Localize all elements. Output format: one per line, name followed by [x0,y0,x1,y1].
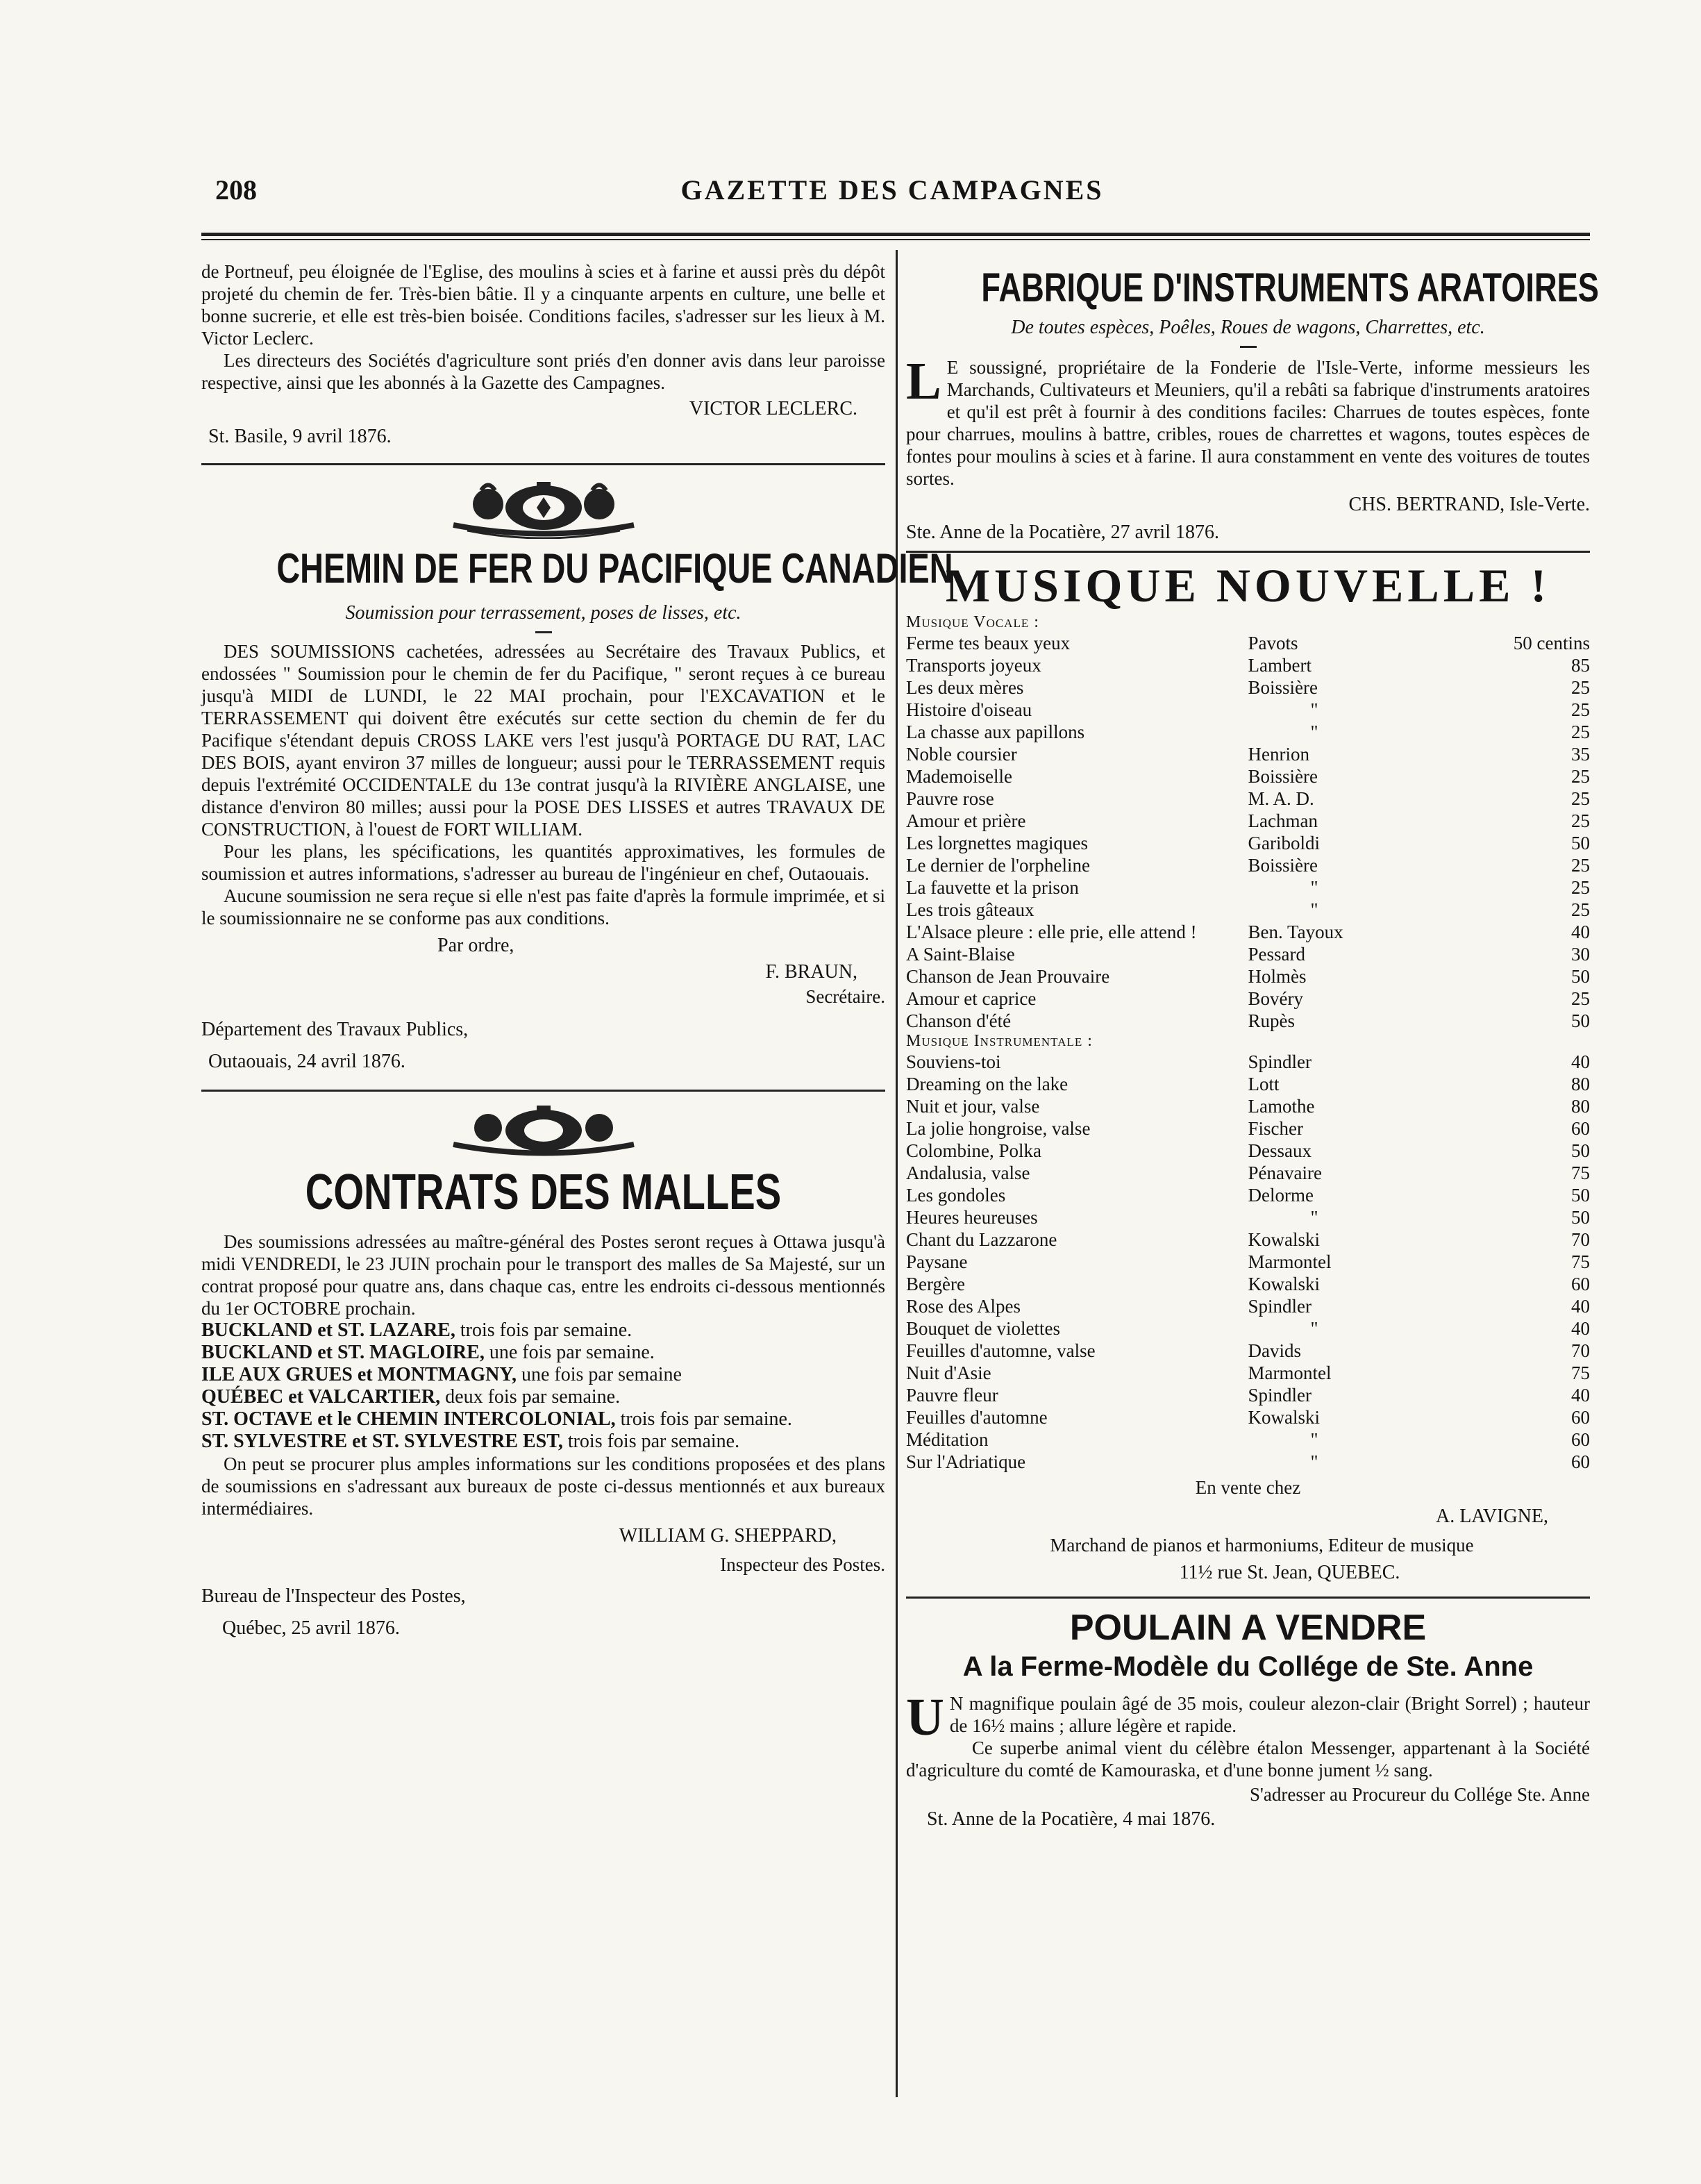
music-row [906,1340,1590,1362]
music-composer: Bovéry [1248,988,1303,1009]
music-row [906,1051,1590,1073]
music-row [906,943,1590,965]
music-composer: Spindler [1248,1385,1312,1406]
malles-title: CONTRATS DES MALLES [305,1165,782,1220]
pacifique-department: Département des Travaux Publics, [201,1019,469,1040]
route-line: ST. SYLVESTRE et ST. SYLVESTRE EST, trois fois par semaine. [201,1431,740,1452]
malles-closing: On peut se procurer plus amples informations sur les conditions proposées et des plans de soumissions en s'adressant aux bureaux de poste ci-dessus mentionnés et aux bureaux intermédiaires. [201,1453,885,1519]
music-composer: Lambert [1248,655,1312,676]
music-row [906,1384,1590,1406]
pacifique-paragraph-2: Pour les plans, les spécifications, les quantités approximatives, les formules de soumission et autres informations, s'adresser au bureau de l'ingénieur en chef, Outaouais. [201,841,885,884]
vocal-heading: Musique Vocale : [906,613,1039,631]
section-rule [201,1090,885,1092]
fabrique-signature: CHS. BERTRAND, Isle-Verte. [1348,494,1590,515]
music-price: 25 [1571,677,1590,698]
malles-signer: WILLIAM G. SHEPPARD, [619,1525,837,1547]
music-price: 60 [1571,1274,1590,1294]
poulain-contact: S'adresser au Procureur du Collége Ste. Anne [1250,1784,1590,1805]
music-row [906,1428,1590,1451]
music-composer: Lachman [1248,810,1318,831]
music-row [906,876,1590,899]
music-row [906,765,1590,787]
music-price: 50 [1571,966,1590,987]
music-title: Pauvre fleur [906,1385,998,1406]
leclerc-notice [201,260,885,448]
page-header [201,174,1583,215]
music-price: 40 [1571,922,1590,942]
music-title: Heures heureuses [906,1207,1038,1228]
music-title: Amour et prière [906,810,1026,831]
music-row [906,965,1590,987]
music-row [906,787,1590,810]
music-title: Feuilles d'automne [906,1407,1048,1428]
music-composer: Pavots [1248,633,1298,653]
music-title: Bouquet de violettes [906,1318,1060,1339]
music-price: 75 [1571,1362,1590,1383]
music-composer: Dessaux [1248,1140,1312,1161]
pacifique-title: CHEMIN DE FER DU PACIFIQUE CANADIEN [276,545,953,592]
music-composer: Ben. Tayoux [1248,922,1343,942]
malles-intro: Des soumissions adressées au maître-général des Postes seront reçues à Ottawa jusqu'à midi VENDREDI, le 23 JUIN prochain pour le transport des malles de Sa Majesté, sur un contrat proposé pour quatre ans, dans chaque cas, entre les endroits ci-dessous mentionnés du 1er OCTOBRE prochain. [201,1231,885,1319]
fabrique-subtitle: De toutes espèces, Poêles, Roues de wagons, Charrettes, etc. [1011,317,1485,338]
musique-notice [906,558,1590,1584]
music-row [906,1406,1590,1428]
small-dash [535,631,552,633]
music-price: 50 [1571,833,1590,853]
music-price: 25 [1571,788,1590,809]
route-line: ST. OCTAVE et le CHEMIN INTERCOLONIAL, trois fois par semaine. [201,1408,792,1430]
music-price: 70 [1571,1229,1590,1250]
music-composer: Boissière [1248,766,1318,787]
route-line: QUÉBEC et VALCARTIER, deux fois par semaine. [201,1386,621,1408]
music-row [906,899,1590,921]
music-title: Méditation [906,1429,989,1450]
music-price: 60 [1571,1429,1590,1450]
music-composer: Gariboldi [1248,833,1320,853]
music-price: 25 [1571,988,1590,1009]
music-price: 60 [1571,1407,1590,1428]
pacifique-date: Outaouais, 24 avril 1876. [208,1051,405,1072]
music-title: L'Alsace pleure : elle prie, elle attend ! [906,922,1197,942]
music-row [906,721,1590,743]
malles-date: Québec, 25 avril 1876. [222,1617,400,1639]
music-title: Noble coursier [906,744,1017,765]
music-title: Le dernier de l'orpheline [906,855,1090,876]
music-price: 25 [1571,722,1590,742]
music-price: 35 [1571,744,1590,765]
leclerc-date: St. Basile, 9 avril 1876. [208,426,392,447]
music-row [906,1451,1590,1473]
route-line: BUCKLAND et ST. LAZARE, trois fois par semaine. [201,1319,632,1341]
music-title: La fauvette et la prison [906,877,1079,898]
music-price: 40 [1571,1385,1590,1406]
music-title: Les trois gâteaux [906,899,1034,920]
section-rule [906,1597,1590,1599]
music-title: Andalusia, valse [906,1162,1030,1183]
music-price: 50 [1571,1207,1590,1228]
fabrique-title: FABRIQUE D'INSTRUMENTS ARATOIRES [981,265,1599,310]
music-title: Bergère [906,1274,965,1294]
section-rule [201,463,885,465]
music-title: Nuit et jour, valse [906,1096,1040,1117]
music-composer: M. A. D. [1248,788,1314,809]
pacifique-par-ordre: Par ordre, [437,935,514,956]
music-price: 25 [1571,877,1590,898]
music-price: 50 centins [1513,633,1590,653]
music-composer: Henrion [1248,744,1309,765]
malles-signer-title: Inspecteur des Postes. [720,1554,885,1575]
music-price: 25 [1571,699,1590,720]
coat-of-arms-ornament [439,1103,648,1158]
music-composer: " [1310,699,1318,720]
header-rule-thin [201,239,1590,240]
music-row [906,1206,1590,1228]
music-composer: Lamothe [1248,1096,1315,1117]
leclerc-paragraph-2: Les directeurs des Sociétés d'agriculture sont priés d'en donner avis dans leur paroisse respective, ainsi que les abonnés à la Gazette des Campagnes. [201,350,885,393]
header-rule [201,233,1590,236]
poulain-paragraph-2: Ce superbe animal vient du célèbre étalon Messenger, appartenant à la Société d'agriculture du comté de Kamouraska, et d'une bonne jument ½ sang. [906,1737,1590,1781]
pacifique-subtitle: Soumission pour terrassement, poses de lisses, etc. [345,602,741,624]
poulain-paragraph-1: U N magnifique poulain âgé de 35 mois, couleur alezon-clair (Bright Sorrel) ; hauteur de 16½ mains ; allure légère et rapide. [906,1688,1590,1747]
music-title: Chanson de Jean Prouvaire [906,966,1110,987]
music-row [906,1140,1590,1162]
music-row [906,1273,1590,1295]
music-composer: Kowalski [1248,1407,1320,1428]
music-composer: Pessard [1248,944,1305,965]
music-row [906,1184,1590,1206]
music-row [906,832,1590,854]
music-title: Mademoiselle [906,766,1012,787]
music-composer: Lott [1248,1074,1280,1094]
pacifique-signer: F. BRAUN, [765,961,857,983]
music-price: 25 [1571,899,1590,920]
poulain-date: St. Anne de la Pocatière, 4 mai 1876. [927,1808,1216,1830]
music-price: 30 [1571,944,1590,965]
newspaper-title: GAZETTE DES CAMPAGNES [680,174,1104,206]
music-title: Chanson d'été [906,1010,1012,1031]
route-line: BUCKLAND et ST. MAGLOIRE, une fois par semaine. [201,1342,655,1363]
music-price: 25 [1571,855,1590,876]
music-composer: " [1310,1207,1318,1228]
pacifique-signer-title: Secrétaire. [805,986,885,1007]
music-row [906,699,1590,721]
music-price: 40 [1571,1296,1590,1317]
vente-line: En vente chez [1195,1477,1301,1498]
music-title: Feuilles d'automne, valse [906,1340,1096,1361]
poulain-notice [906,1607,1590,1831]
music-price: 40 [1571,1051,1590,1072]
music-row [906,632,1590,654]
music-composer: " [1310,899,1318,920]
music-composer: Marmontel [1248,1251,1332,1272]
music-composer: " [1310,1318,1318,1339]
music-price: 50 [1571,1010,1590,1031]
music-title: Transports joyeux [906,655,1041,676]
instrumental-music-table [906,1051,1590,1473]
music-composer: " [1310,1451,1318,1472]
music-row [906,1317,1590,1340]
music-title: Sur l'Adriatique [906,1451,1026,1472]
music-composer: Davids [1248,1340,1301,1361]
music-title: Chant du Lazzarone [906,1229,1057,1250]
coat-of-arms-ornament [439,476,648,539]
music-row [906,654,1590,676]
music-title: La chasse aux papillons [906,722,1085,742]
music-composer: Holmès [1248,966,1307,987]
music-title: Les deux mères [906,677,1024,698]
music-row [906,1362,1590,1384]
music-price: 75 [1571,1251,1590,1272]
music-price: 85 [1571,655,1590,676]
music-title: A Saint-Blaise [906,944,1015,965]
music-title: La jolie hongroise, valse [906,1118,1091,1139]
music-composer: Fischer [1248,1118,1303,1139]
leclerc-signature: VICTOR LECLERC. [689,398,857,419]
section-rule [906,551,1590,553]
music-row [906,1117,1590,1140]
malles-office: Bureau de l'Inspecteur des Postes, [201,1585,466,1607]
music-title: Dreaming on the lake [906,1074,1069,1094]
music-price: 60 [1571,1118,1590,1139]
route-line: ILE AUX GRUES et MONTMAGNY, une fois par semaine [201,1364,682,1385]
fabrique-date: Ste. Anne de la Pocatière, 27 avril 1876. [906,522,1219,543]
music-composer: Spindler [1248,1296,1312,1317]
poulain-subtitle: A la Ferme-Modèle du Collége de Ste. Anne [962,1651,1534,1682]
music-row [906,854,1590,876]
music-composer: " [1310,1429,1318,1450]
music-row [906,1295,1590,1317]
fabrique-paragraph: L E soussigné, propriétaire de la Fonderie de l'Isle-Verte, informe messieurs les Marchands, Cultivateurs et Meuniers, qu'il a rebâti sa fabrique d'instruments aratoires et qu'il est prêt à fournir à des conditions faciles: Charrues de toutes espèces, fonte pour charrues, moulins à battre, cribles, roues de charrettes et wagons, toutes espèces de fontes pour moulins à scies et à farine. Il aura constamment en vente des voitures de toutes sortes. [906,352,1590,489]
fabrique-notice [906,265,1599,544]
music-composer: Spindler [1248,1051,1312,1072]
right-column [906,260,1599,1831]
music-row [906,1251,1590,1273]
leclerc-paragraph-1: de Portneuf, peu éloignée de l'Eglise, des moulins à scies et à farine et aussi près du dépôt projeté du chemin de fer. Très-bien bâtie. Il y a cinquante arpents en culture, une belle et bonne sucrerie, et elle est très-bien boisée. Conditions faciles, s'adresser sur les lieux à M. Victor Leclerc. [201,261,885,349]
column-divider [896,250,898,2097]
music-title: Souviens-toi [906,1051,1001,1072]
music-price: 60 [1571,1451,1590,1472]
music-row [906,1073,1590,1095]
music-row [906,743,1590,765]
music-price: 25 [1571,766,1590,787]
pacifique-paragraph-1: DES SOUMISSIONS cachetées, adressées au Secrétaire des Travaux Publics, et endossées " Soumission pour le chemin de fer du Pacifique, " seront reçues à ce bureau jusqu'à MIDI de LUNDI, le 22 MAI prochain, pour l'EXCAVATION et le TERRASSEMENT qui doivent être exécutés sur cette section du chemin de fer du Pacifique s'étendant depuis CROSS LAKE vers l'est jusqu'à PORTAGE DU RAT, LAC DES BOIS, ayant environ 37 milles de longueur; aussi pour le TERRASSEMENT requis depuis l'extrémité OCCIDENTALE du 13e contrat jusqu'à la RIVIÈRE ANGLAISE, une distance d'environ 80 milles; aussi pour la POSE DES LISSES et autres TRAVAUX DE CONSTRUCTION, à l'ouest de FORT WILLIAM. [201,641,885,840]
music-price: 40 [1571,1318,1590,1339]
malles-notice [201,1103,885,1640]
music-composer: Boissière [1248,677,1318,698]
vocal-music-table [906,632,1590,1032]
music-price: 70 [1571,1340,1590,1361]
music-price: 50 [1571,1140,1590,1161]
music-title: Paysane [906,1251,968,1272]
drop-cap: L [906,352,941,410]
malles-routes [201,1319,885,1453]
music-price: 25 [1571,810,1590,831]
instrumental-heading: Musique Instrumentale : [906,1032,1093,1050]
music-composer: Boissière [1248,855,1318,876]
music-price: 80 [1571,1074,1590,1094]
merchant-address: 11½ rue St. Jean, QUEBEC. [1179,1562,1400,1583]
music-composer: Kowalski [1248,1274,1320,1294]
music-row [906,1228,1590,1251]
music-price: 50 [1571,1185,1590,1206]
drop-cap: U [906,1688,944,1747]
music-composer: " [1310,722,1318,742]
music-title: Les lorgnettes magiques [906,833,1088,853]
music-price: 80 [1571,1096,1590,1117]
music-title: Les gondoles [906,1185,1006,1206]
music-row [906,987,1590,1010]
music-row [906,921,1590,943]
music-price: 75 [1571,1162,1590,1183]
music-row [906,1010,1590,1032]
merchant-name: A. LAVIGNE, [1435,1506,1548,1527]
music-title: Pauvre rose [906,788,994,809]
poulain-title: POULAIN A VENDRE [1069,1608,1427,1648]
page-number: 208 [215,174,257,206]
music-composer: Pénavaire [1248,1162,1322,1183]
music-composer: Rupès [1248,1010,1295,1031]
music-composer: Delorme [1248,1185,1314,1206]
music-row [906,810,1590,832]
musique-title: MUSIQUE NOUVELLE ! [945,559,1551,612]
music-title: Nuit d'Asie [906,1362,991,1383]
music-title: Rose des Alpes [906,1296,1021,1317]
music-row [906,1095,1590,1117]
music-row [906,676,1590,699]
music-title: Ferme tes beaux yeux [906,633,1071,653]
music-title: Colombine, Polka [906,1140,1041,1161]
music-composer: Kowalski [1248,1229,1320,1250]
music-row [906,1162,1590,1184]
music-title: Amour et caprice [906,988,1037,1009]
merchant-description: Marchand de pianos et harmoniums, Editeur de musique [1050,1535,1474,1556]
music-composer: Marmontel [1248,1362,1332,1383]
music-composer: " [1310,877,1318,898]
small-dash [1240,346,1257,348]
music-title: Histoire d'oiseau [906,699,1032,720]
pacifique-paragraph-3: Aucune soumission ne sera reçue si elle n'est pas faite d'après la formule imprimée, et si le soumissionnaire ne se conforme pas aux conditions. [201,885,885,928]
